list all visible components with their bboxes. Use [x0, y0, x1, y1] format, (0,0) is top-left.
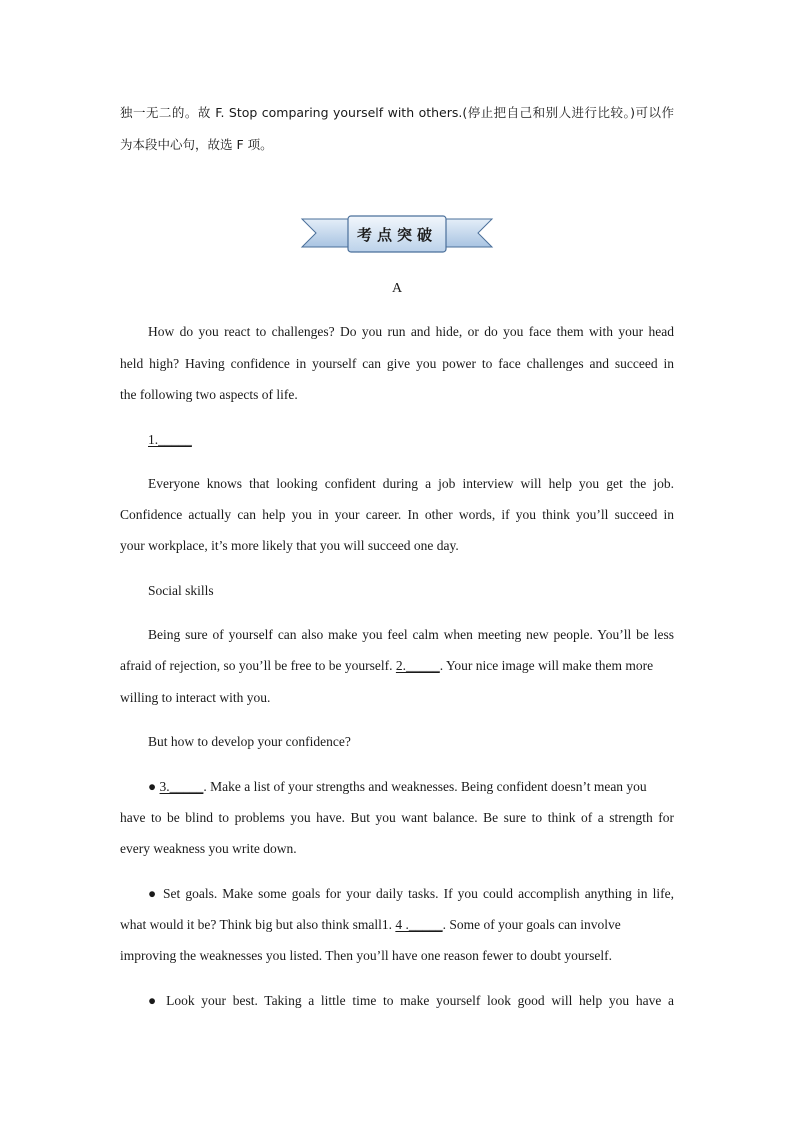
heading-develop-confidence: But how to develop your confidence?	[148, 734, 351, 749]
paragraph-2-line-1: Everyone knows that looking confident during a job interview will help you get the job.	[148, 476, 674, 491]
paragraph-3-line-3: willing to interact with you.	[120, 690, 271, 705]
blank-1[interactable]: 1._____	[148, 432, 192, 447]
intro-line-1: 独一无二的。故 F. Stop comparing yourself with others.(停止把自己和别人进行比较。)可以作	[120, 105, 674, 120]
paragraph-3-line-2-end: . Your nice image will make them more	[439, 658, 654, 673]
paragraph-1-line-2: held high? Having confidence in yourself can give you power to face challenges and succeed in	[120, 356, 674, 371]
bullet-1-line-1	[148, 778, 674, 796]
bullet-2-line-3: improving the weaknesses you listed. Then you’ll have one reason fewer to doubt yourself.	[120, 948, 613, 963]
paragraph-3-line-2	[120, 657, 674, 675]
section-banner	[300, 214, 494, 254]
bullet-1-line-3: every weakness you write down.	[120, 841, 297, 856]
bullet-1-line-1-end: . Make a list of your strengths and weaknesses. Being confident doesn’t mean you	[203, 779, 647, 794]
bullet-1-marker: ●	[148, 779, 160, 794]
paragraph-1-line-1: How do you react to challenges? Do you run and hide, or do you face them with your head	[148, 324, 674, 339]
paragraph-2-line-3: your workplace, it’s more likely that you will succeed one day.	[120, 538, 459, 553]
bullet-2-line-2-end: . Some of your goals can involve	[442, 917, 621, 932]
paragraph-3-line-2-start: afraid of rejection, so you’ll be free to be yourself.	[120, 658, 396, 673]
paragraph-1-line-3: the following two aspects of life.	[120, 387, 298, 402]
bullet-2-line-1: ● Set goals. Make some goals for your daily tasks. If you could accomplish anything in life,	[148, 886, 674, 901]
blank-2[interactable]: 2._____	[395, 658, 440, 673]
bullet-2-line-2	[120, 916, 674, 934]
paragraph-3-line-1: Being sure of yourself can also make you feel calm when meeting new people. You’ll be less	[148, 627, 674, 642]
bullet-3-line-1: ● Look your best. Taking a little time to make yourself look good will help you have a	[148, 993, 674, 1008]
section-letter: A	[391, 281, 403, 296]
blank-1-line	[148, 431, 674, 449]
banner-title: 考点突破	[356, 226, 438, 244]
bullet-2-line-2-start: what would it be? Think big but also think small1.	[120, 917, 396, 932]
blank-4[interactable]: 4 ._____	[395, 917, 443, 932]
bullet-1-line-2: have to be blind to problems you have. But you want balance. Be sure to think of a strength for	[120, 810, 674, 825]
paragraph-2-line-2: Confidence actually can help you in your career. In other words, if you think you’ll succeed in	[120, 507, 674, 522]
blank-3[interactable]: 3._____	[159, 779, 204, 794]
intro-line-2: 为本段中心句，故选 F 项。	[120, 137, 273, 152]
heading-social-skills: Social skills	[148, 583, 214, 598]
